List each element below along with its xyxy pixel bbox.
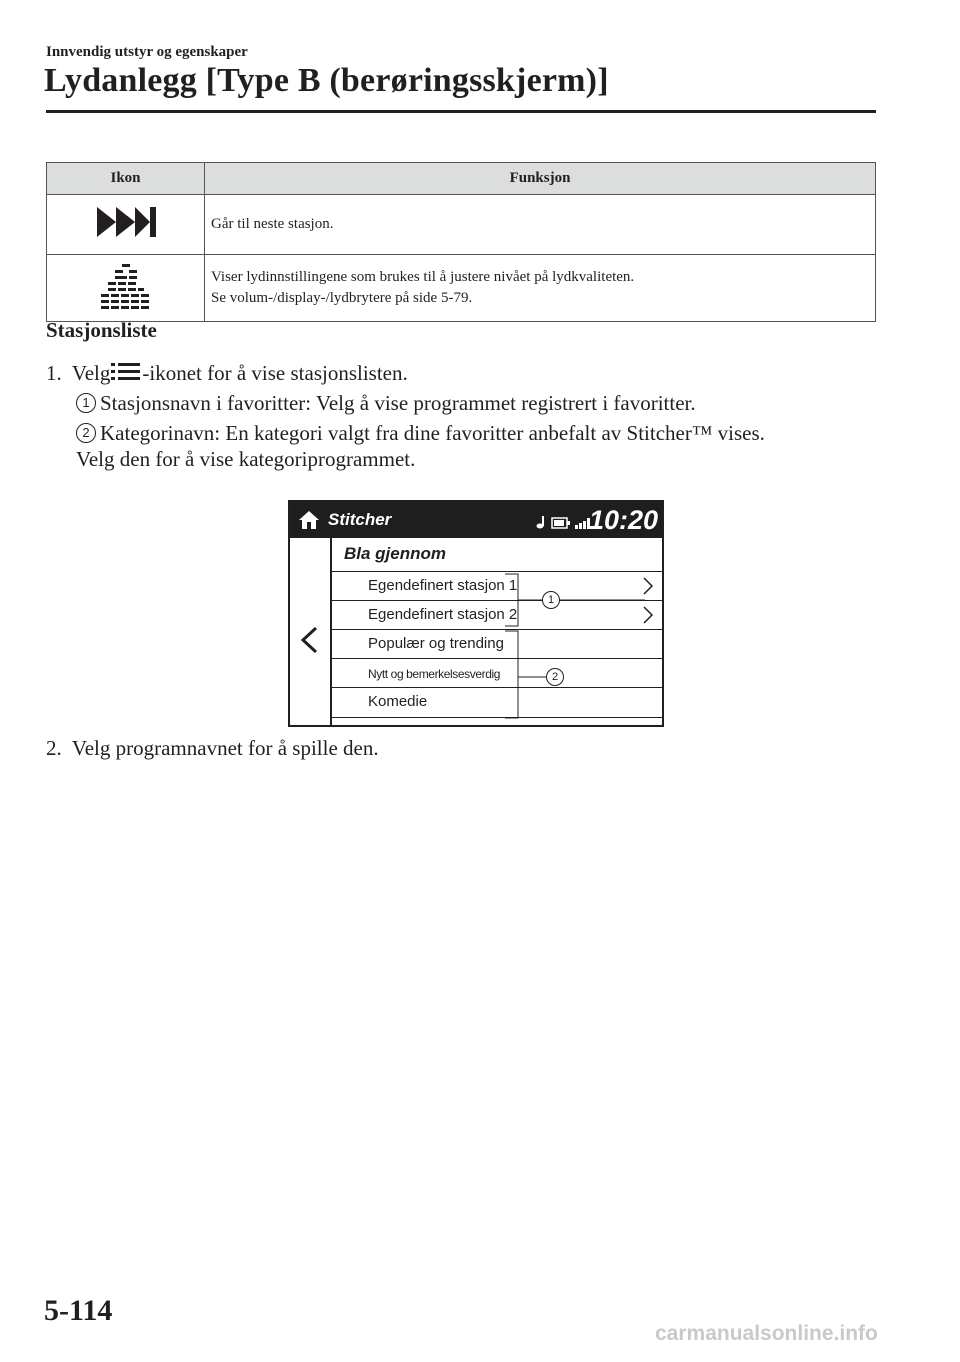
equalizer-icon xyxy=(99,261,153,311)
callout-desc-1: 1 Stasjonsnavn i favoritter: Velg å vise programmet registrert i favoritter. xyxy=(76,388,696,418)
col-function-header: Funksjon xyxy=(205,163,876,195)
function-text-line: Se volum-/display-/lydbrytere på side 5-79. xyxy=(211,290,473,306)
app-name: Stitcher xyxy=(328,510,392,529)
screen-title: Bla gjennom xyxy=(344,544,447,563)
callout-desc-2-cont: Velg den for å vise kategoriprogrammet. xyxy=(76,447,416,471)
step-1: 1. Velg -ikonet for å vise stasjonslisten. xyxy=(46,361,408,385)
stitcher-screen xyxy=(288,500,664,727)
callout-marker-2: 2 xyxy=(546,668,564,686)
table-row xyxy=(47,195,876,255)
callout-marker-1: 1 xyxy=(542,591,560,609)
page-title: Lydanlegg [Type B (berøringsskjerm)] xyxy=(44,62,609,99)
col-icon-header: Ikon xyxy=(47,163,205,195)
callout-number-1: 1 xyxy=(76,393,96,413)
list-item[interactable]: Egendefinert stasjon 2 xyxy=(332,600,662,629)
list-item[interactable]: Egendefinert stasjon 1 xyxy=(332,571,662,600)
function-text: Går til neste stasjon. xyxy=(205,195,876,255)
callout-lines xyxy=(290,502,662,725)
list-icon xyxy=(111,362,141,382)
skip-forward-icon xyxy=(94,202,158,242)
clock: 10:20 xyxy=(588,505,658,535)
callout-number-2: 2 xyxy=(76,423,96,443)
table-header-row xyxy=(47,163,876,195)
sub-heading: Stasjonsliste xyxy=(46,318,157,342)
function-text-line: Viser lydinnstillingene som brukes til å justere nivået på lydkvaliteten. xyxy=(211,269,635,285)
title-rule xyxy=(46,110,876,113)
watermark[interactable]: carmanualsonline.info xyxy=(655,1322,878,1345)
list-item[interactable]: Nytt og bemerkelsesverdig xyxy=(332,658,662,687)
icon-function-table xyxy=(46,162,876,322)
callout-desc-2: 2 Kategorinavn: En kategori valgt fra dine favoritter anbefalt av Stitcher™ vises. xyxy=(76,418,765,448)
table-row xyxy=(47,255,876,322)
section-label: Innvendig utstyr og egenskaper xyxy=(46,44,248,60)
page-number: 5-114 xyxy=(44,1294,113,1327)
list-item[interactable]: Populær og trending xyxy=(332,629,662,658)
list-item[interactable]: Komedie xyxy=(332,687,662,718)
step-2: 2. Velg programnavnet for å spille den. xyxy=(46,736,379,760)
